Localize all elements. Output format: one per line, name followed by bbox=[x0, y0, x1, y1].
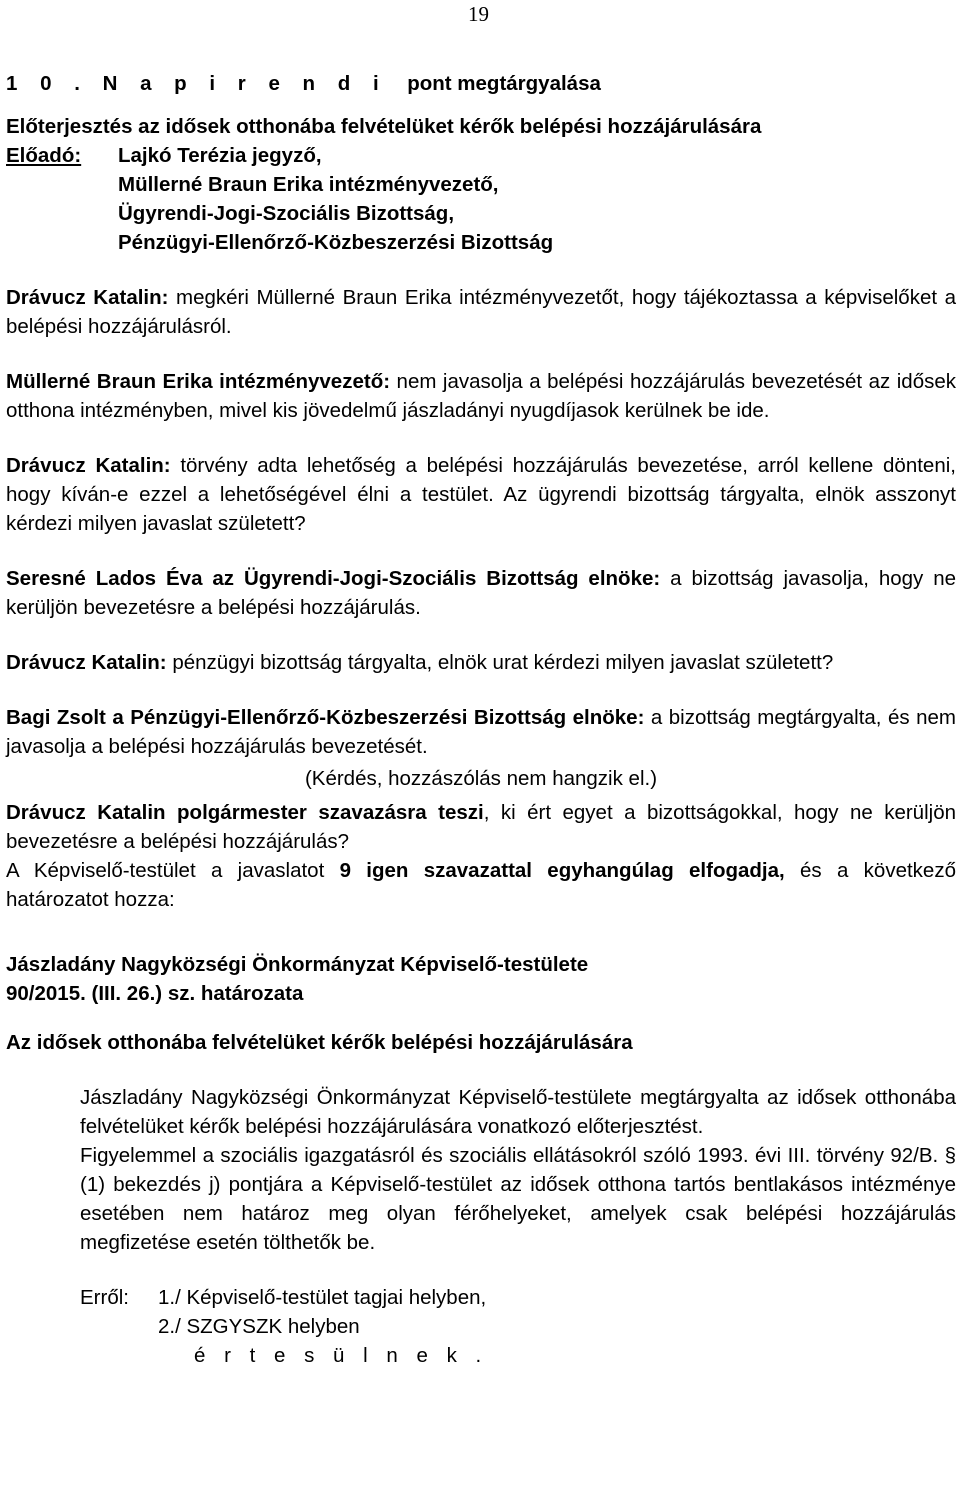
speaker-name: Seresné Lados Éva az Ügyrendi-Jogi-Szociális Bizottság elnöke: bbox=[6, 567, 661, 590]
paragraph-text: törvény adta lehetőség a belépési hozzájárulás bevezetése, arról kellene dönteni, hogy kíván-e ezzel a lehetőségével élni a testület. Az ügyrendi bizottság tárgyalta, elnök asszonyt kérdezi milyen javaslat született? bbox=[6, 454, 956, 535]
vote-result bbox=[6, 856, 956, 914]
paragraph-6 bbox=[6, 703, 956, 761]
recipients-label: Erről: bbox=[80, 1286, 129, 1309]
no-questions-note: (Kérdés, hozzászólás nem hangzik el.) bbox=[304, 767, 658, 790]
paragraph-text: megkéri Müllerné Braun Erika intézményvezetőt, hogy tájékoztassa a képviselőket a belépési hozzájárulásról. bbox=[6, 286, 956, 338]
vote-text-bold: 9 igen szavazattal egyhangúlag elfogadja, bbox=[339, 859, 785, 882]
resolution-text-1: Jászladány Nagyközségi Önkormányzat Képviselő-testülete megtárgyalta az idősek otthonába felvételüket kérők belépési hozzájárulására vonatkozó előterjesztést. bbox=[80, 1086, 956, 1138]
speaker-name: Bagi Zsolt a Pénzügyi-Ellenőrző-Közbeszerzési Bizottság elnöke: bbox=[6, 706, 645, 729]
presenter-block bbox=[6, 141, 956, 257]
recipient-item: 1./ Képviselő-testület tagjai helyben, bbox=[158, 1286, 487, 1309]
resolution-number: 90/2015. (III. 26.) sz. határozata bbox=[6, 982, 304, 1005]
presenter-item: Ügyrendi-Jogi-Szociális Bizottság, bbox=[118, 202, 455, 225]
paragraph-2 bbox=[6, 367, 956, 425]
notified-text: é r t e s ü l n e k . bbox=[194, 1344, 488, 1367]
proposal-title: Előterjesztés az idősek otthonába felvételüket kérők belépési hozzájárulására bbox=[6, 115, 762, 138]
resolution-subject: Az idősek otthonába felvételüket kérők belépési hozzájárulására bbox=[6, 1031, 633, 1054]
presenter-item: Müllerné Braun Erika intézményvezető, bbox=[118, 173, 499, 196]
speaker-name: Drávucz Katalin polgármester szavazásra teszi bbox=[6, 801, 484, 824]
paragraph-text: a bizottság javasolja, hogy ne kerüljön bevezetésre a belépési hozzájárulás. bbox=[6, 567, 957, 619]
speaker-name: Drávucz Katalin: bbox=[6, 454, 171, 477]
recipients-block bbox=[80, 1283, 956, 1370]
presenter-item: Pénzügyi-Ellenőrző-Közbeszerzési Bizottság bbox=[118, 231, 554, 254]
paragraph-7 bbox=[6, 798, 956, 856]
page-number: 19 bbox=[468, 2, 489, 26]
presenter-label: Előadó: bbox=[6, 144, 82, 167]
paragraph-5 bbox=[6, 648, 956, 677]
document-body bbox=[6, 69, 956, 1370]
agenda-heading bbox=[6, 69, 956, 98]
paragraph-4 bbox=[6, 564, 956, 622]
presenter-item: Lajkó Terézia jegyző, bbox=[118, 144, 322, 167]
paragraph-1 bbox=[6, 283, 956, 341]
presenter-list bbox=[118, 141, 553, 257]
paragraph-text: nem javasolja a belépési hozzájárulás bevezetését az idősek otthona intézményben, mivel kis jövedelmű jászladányi nyugdíjasok kerülnek be ide. bbox=[6, 370, 956, 422]
speaker-name: Drávucz Katalin: bbox=[6, 286, 169, 309]
recipient-item: 2./ SZGYSZK helyben bbox=[158, 1315, 360, 1338]
resolution-text-2: Figyelemmel a szociális igazgatásról és szociális ellátásokról szóló 1993. évi III. törvény 92/B. § (1) bekezdés j) pontjára a Képviselő-testület az idősek otthona tartós bentlakásos intézménye esetében nem határoz meg olyan férőhelyeket, amelyek csak belépési hozzájárulás megfizetése esetén tölthetők be. bbox=[80, 1144, 956, 1254]
paragraph-text: , ki ért egyet a bizottságokkal, hogy ne kerüljön bevezetésre a belépési hozzájárulás? bbox=[6, 801, 956, 853]
paragraph-text: pénzügyi bizottság tárgyalta, elnök urat kérdezi milyen javaslat született? bbox=[166, 651, 834, 674]
vote-text-before: A Képviselő-testület a javaslatot bbox=[6, 859, 340, 882]
paragraph-3 bbox=[6, 451, 956, 538]
vote-text-after: és a következő határozatot hozza: bbox=[6, 859, 956, 911]
agenda-rest: pont megtárgyalása bbox=[407, 72, 601, 95]
agenda-number: 1 0 . N a p i r e n d i bbox=[6, 72, 388, 95]
paragraph-text: a bizottság megtárgyalta, és nem javasolja a belépési hozzájárulás bevezetését. bbox=[6, 706, 956, 758]
resolution-body: Jászladány Nagyközségi Önkormányzat Képviselő-testülete bbox=[6, 953, 589, 976]
recipients-list bbox=[158, 1283, 488, 1370]
speaker-name: Müllerné Braun Erika intézményvezető: bbox=[6, 370, 391, 393]
speaker-name: Drávucz Katalin: bbox=[6, 651, 167, 674]
